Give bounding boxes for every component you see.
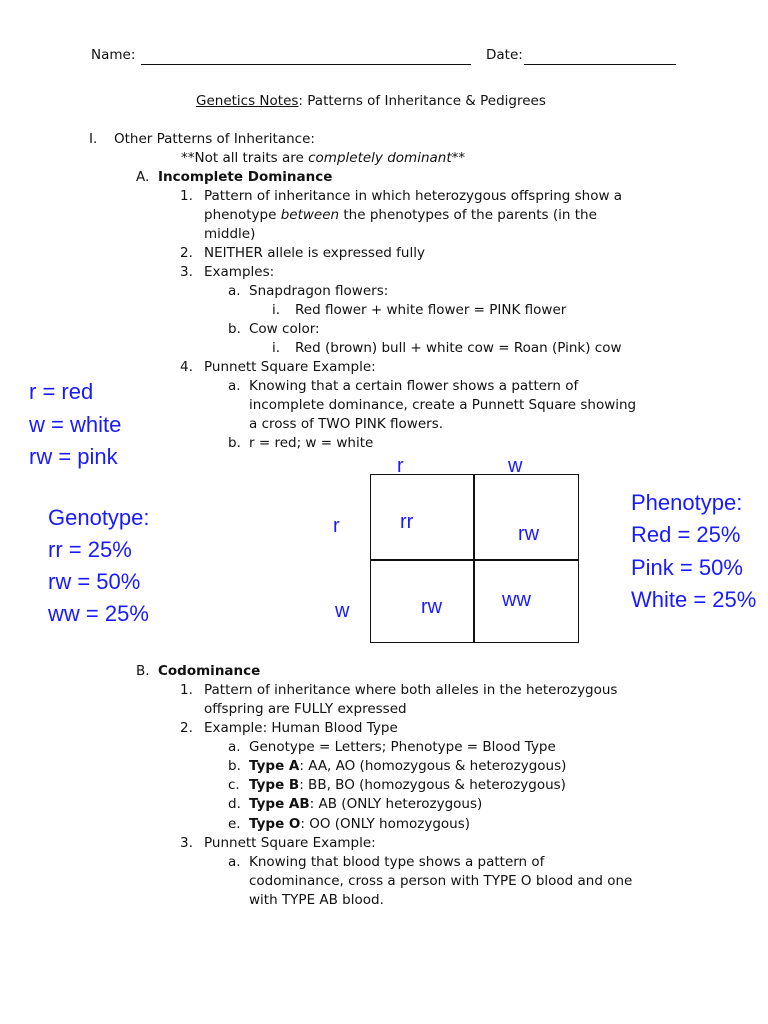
hw-key-red: r = red [29,379,94,404]
list-letter: a. [228,854,241,870]
list-number: 4. [180,359,193,375]
section-numeral: I. [89,131,98,147]
title-underlined: Genetics Notes [196,93,299,109]
list-letter: b. [228,758,241,774]
example-b-i: Red (brown) bull + white cow = Roan (Pink) cow [295,340,622,356]
page-title [196,95,546,109]
list-number: 1. [180,682,193,698]
b-item2: Example: Human Blood Type [204,720,398,736]
hw-genotype-ww: ww = 25% [48,601,149,626]
blood-type-o [249,818,470,832]
b-ps-line2: codominance, cross a person with TYPE O blood and one [249,873,633,889]
type-detail: : AB (ONLY heterozygous) [309,796,483,812]
punnett-side-allele-w: w [335,600,350,622]
list-letter: b. [228,435,241,451]
section-note [181,152,465,166]
ps-b: r = red; w = white [249,435,374,451]
type-label: Type A [249,758,300,774]
b-item1-line1: Pattern of inheritance where both alleles in the heterozygous [204,682,618,698]
ps-a-line2: incomplete dominance, create a Punnett Square showing [249,397,637,413]
punnett-cell-rw-top: rw [518,523,540,545]
type-label: Type AB [249,796,310,812]
example-a-i: Red flower + white flower = PINK flower [295,302,567,318]
list-letter: e. [228,816,241,832]
a-item1-line1: Pattern of inheritance in which heterozygous offspring show a [204,188,623,204]
type-detail: : AA, AO (homozygous & heterozygous) [299,758,567,774]
b-ps-line3: with TYPE AB blood. [249,892,384,908]
hw-phenotype-pink: Pink = 50% [631,555,743,580]
b-item3: Punnett Square Example: [204,835,376,851]
list-roman: i. [272,302,281,318]
type-detail: : BB, BO (homozygous & heterozygous) [299,777,566,793]
blood-type-ab [249,798,482,812]
name-blank-line[interactable] [141,64,471,65]
list-letter: a. [228,739,241,755]
b-ps-line1: Knowing that blood type shows a pattern of [249,854,545,870]
list-letter: b. [228,321,241,337]
text: the phenotypes of the parents (in the [339,207,597,223]
example-b: Cow color: [249,321,320,337]
punnett-cell-rw-bottom: rw [421,596,443,618]
date-label: Date: [486,47,523,63]
list-letter: d. [228,796,241,812]
a-item1-line3: middle) [204,226,256,242]
subsection-a-letter: A. [136,169,150,185]
punnett-top-allele-w: w [508,455,523,477]
list-number: 3. [180,264,193,280]
list-letter: a. [228,378,241,394]
punnett-horizontal-divider [371,559,578,561]
subsection-b-letter: B. [136,663,150,679]
title-rest: : Patterns of Inheritance & Pedigrees [298,93,546,109]
punnett-cell-rr: rr [400,511,414,533]
note-emphasis: completely dominant [308,150,452,166]
list-number: 2. [180,720,193,736]
a-item3: Examples: [204,264,275,280]
a-item4: Punnett Square Example: [204,359,376,375]
hw-phenotype-title: Phenotype: [631,490,743,515]
subsection-a-title: Incomplete Dominance [158,169,333,185]
hw-genotype-title: Genotype: [48,505,150,530]
hw-key-white: w = white [29,412,122,437]
hw-phenotype-red: Red = 25% [631,522,741,547]
note-post: ** [451,150,466,166]
list-number: 3. [180,835,193,851]
hw-key-pink: rw = pink [29,444,118,469]
hw-genotype-rw: rw = 50% [48,569,141,594]
a-item1-line2 [204,209,597,223]
ps-a-line1: Knowing that a certain flower shows a pattern of [249,378,579,394]
hw-genotype-rr: rr = 25% [48,537,132,562]
b-item1-line2: offspring are FULLY expressed [204,701,407,717]
hw-phenotype-white: White = 25% [631,587,757,612]
note-pre: **Not all traits are [181,150,309,166]
type-label: Type B [249,777,300,793]
type-detail: : OO (ONLY homozygous) [300,816,471,832]
blood-genotype-phenotype: Genotype = Letters; Phenotype = Blood Type [249,739,556,755]
list-letter: a. [228,283,241,299]
list-letter: c. [228,777,240,793]
date-blank-line[interactable] [524,64,676,65]
punnett-square [370,474,579,643]
punnett-side-allele-r: r [333,515,340,537]
type-label: Type O [249,816,301,832]
subsection-b-title: Codominance [158,663,261,679]
list-number: 1. [180,188,193,204]
punnett-cell-ww: ww [502,589,531,611]
text-emphasis: between [280,207,340,223]
name-label: Name: [91,47,136,63]
punnett-top-allele-r: r [397,455,404,477]
section-heading: Other Patterns of Inheritance: [114,131,315,147]
blood-type-a [249,760,566,774]
text: phenotype [204,207,281,223]
ps-a-line3: a cross of TWO PINK flowers. [249,416,444,432]
list-roman: i. [272,340,281,356]
example-a: Snapdragon flowers: [249,283,389,299]
blood-type-b [249,779,566,793]
list-number: 2. [180,245,193,261]
a-item2: NEITHER allele is expressed fully [204,245,425,261]
